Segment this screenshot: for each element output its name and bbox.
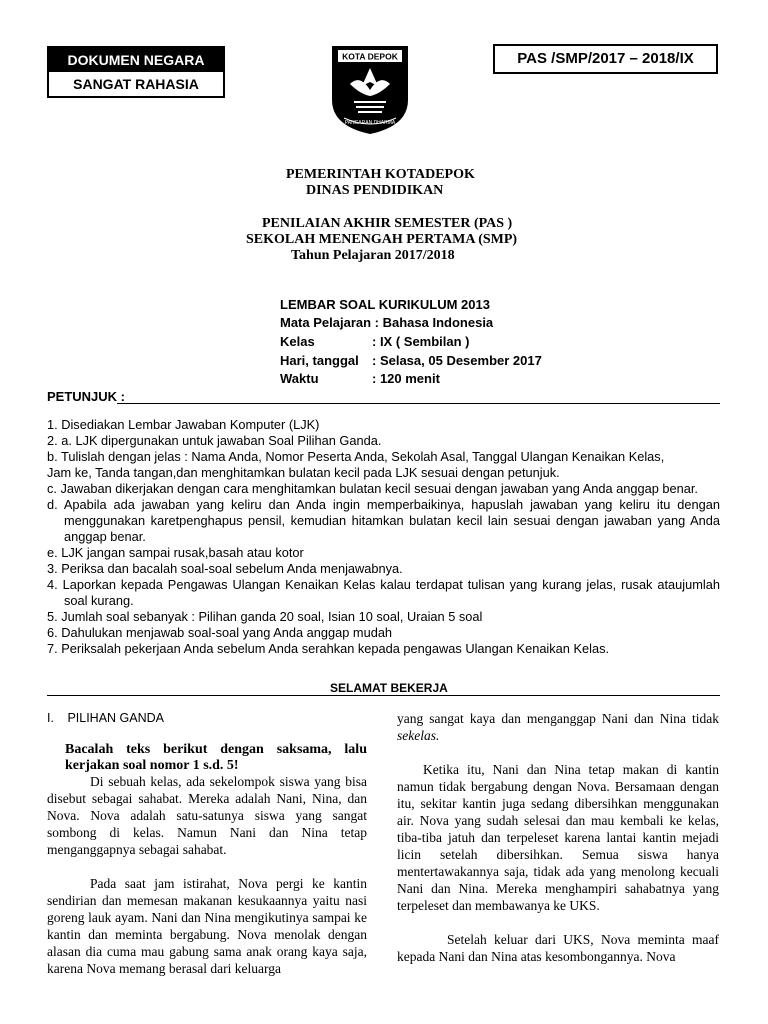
- section-title: PILIHAN GANDA: [67, 711, 164, 725]
- class-label: Kelas: [280, 334, 315, 349]
- assessment-title: PENILAIAN AKHIR SEMESTER (PAS ): [262, 216, 513, 231]
- instruction-item: d. Apabila ada jawaban yang keliru dan Anda ingin memperbaikinya, hapuslah jawaban yang keliru itu dengan: [47, 497, 720, 512]
- instruction-item: 2. a. LJK dipergunakan untuk jawaban Soal Pilihan Ganda.: [47, 433, 382, 448]
- instruction-item: e. LJK jangan sampai rusak,basah atau kotor: [47, 545, 304, 560]
- time-label: Waktu: [280, 371, 319, 386]
- subject-value: Bahasa Indonesia: [382, 315, 494, 330]
- story-emphasis: sekelas.: [397, 728, 440, 743]
- sheet-title: LEMBAR SOAL KURIKULUM 2013: [280, 297, 490, 312]
- story-paragraph-text: yang sangat kaya dan menganggap Nani dan Nina tidak: [397, 711, 719, 726]
- subject-row: [280, 315, 493, 330]
- greeting-divider: [47, 695, 720, 696]
- instruction-item: 3. Periksa dan bacalah soal-soal sebelum Anda menjawabnya.: [47, 561, 403, 576]
- kota-depok-crest-icon: [330, 44, 410, 136]
- instruction-item: 4. Laporkan kepada Pengawas Ulangan Kenaikan Kelas kalau terdapat tulisan yang kurang jelas, rusak ataujumlah: [47, 577, 720, 592]
- academic-year: Tahun Pelajaran 2017/2018: [291, 248, 455, 263]
- subject-label: Mata Pelajaran :: [280, 315, 379, 330]
- time-value: : 120 menit: [372, 371, 440, 386]
- instruction-item: c. Jawaban dikerjakan dengan cara menghitamkan bulatan kecil sesuai dengan jawaban yang Anda anggap benar.: [47, 481, 698, 496]
- secret-label: SANGAT RAHASIA: [73, 76, 199, 92]
- time-row: [280, 371, 440, 386]
- instructions-divider: [117, 403, 720, 404]
- instruction-item: 1. Disediakan Lembar Jawaban Komputer (LJK): [47, 417, 320, 432]
- department-title: DINAS PENDIDIKAN: [306, 183, 444, 198]
- class-value: : IX ( Sembilan ): [372, 334, 470, 349]
- instructions-title: PETUNJUK :: [47, 389, 126, 404]
- school-level-title: SEKOLAH MENENGAH PERTAMA (SMP): [246, 232, 518, 247]
- classification-box: [47, 46, 225, 98]
- date-value: : Selasa, 05 Desember 2017: [372, 353, 542, 368]
- story-left-column: [47, 773, 367, 977]
- instruction-item: soal kurang.: [64, 593, 134, 608]
- story-paragraph: Setelah keluar dari UKS, Nova meminta maaf kepada Nani dan Nina atas kesombongannya. Nova: [397, 932, 719, 964]
- instruction-item: 7. Periksalah pekerjaan Anda sebelum Anda serahkan kepada pengawas Ulangan Kenaikan Kelas.: [47, 641, 610, 656]
- instructions-list: [47, 417, 720, 657]
- story-right-column: [397, 710, 719, 965]
- instruction-item: 6. Dahulukan menjawab soal-soal yang Anda anggap mudah: [47, 625, 393, 640]
- instruction-item: anggap benar.: [64, 529, 146, 544]
- instruction-item: menggunakan karetpenghapus pensil, kemudian hitamkan bulatan kecil lain sesuai dengan jawaban yang Anda: [64, 513, 720, 528]
- exam-code-box: PAS /SMP/2017 – 2018/IX: [493, 44, 718, 74]
- story-paragraph: Di sebuah kelas, ada sekelompok siswa yang bisa disebut sebagai sahabat. Mereka adalah Nani, Nina, dan Nova. Nova adalah satu-satunya siswa yang sangat sombong di kelas. Namun Nani dan Nina tetap menganggapnya sebagai sahabat.: [47, 774, 367, 857]
- crest-top-text: KOTA DEPOK: [342, 51, 398, 62]
- greeting: SELAMAT BEKERJA: [330, 681, 448, 695]
- story-paragraph: Ketika itu, Nani dan Nina tetap makan di kantin namun tidak bergabung dengan Nova. Bersamaan dengan itu, sekitar kantin juga sedang dibersihkan menggunakan air. Nova yang sudah selesai dan mau kembali ke kelas, tiba-tiba jatuh dan terpeleset karena lantai kantin mejadi licin setelah dibersihkan. Semua siswa hanya mentertawakannya saja, tidak ada yang menolong kecuali Nani dan Nina. Mereka menghampiri sahabatnya yang terpeleset dan membawanya ke UKS.: [397, 762, 719, 913]
- instruction-item: 5. Jumlah soal sebanyak : Pilihan ganda 20 soal, Isian 10 soal, Uraian 5 soal: [47, 609, 483, 624]
- date-label: Hari, tanggal: [280, 353, 359, 368]
- story-paragraph: Pada saat jam istirahat, Nova pergi ke kantin sendirian dan memesan makanan kesukaannya yaitu nasi goreng lauk ayam. Nani dan Nina mengikutinya sampai ke kantin dan meminta bergabung. Nova menolak dengan alasan dia cuma mau gabung sama anak orang kaya saja, karena Nova memang berasal dari keluarga: [47, 876, 367, 976]
- instruction-item: b. Tulislah dengan jelas : Nama Anda, Nomor Peserta Anda, Sekolah Asal, Tanggal Ulangan Kenaikan Kelas,: [47, 449, 665, 464]
- instruction-item: Jam ke, Tanda tangan,dan menghitamkan bulatan kecil pada LJK sesuai dengan petunjuk.: [47, 465, 560, 480]
- class-row: [280, 334, 470, 349]
- section-number: I.: [47, 711, 54, 725]
- section-heading: [47, 711, 164, 725]
- reading-prompt: Bacalah teks berikut dengan saksama, lalu kerjakan soal nomor 1 s.d. 5!: [65, 742, 367, 773]
- date-row: [280, 353, 542, 368]
- government-title: PEMERINTAH KOTADEPOK: [286, 167, 475, 182]
- crest-motto: PANCARAN DHARMA: [344, 120, 396, 126]
- document-state-label: DOKUMEN NEGARA: [49, 48, 223, 72]
- story-paragraph: [397, 710, 719, 744]
